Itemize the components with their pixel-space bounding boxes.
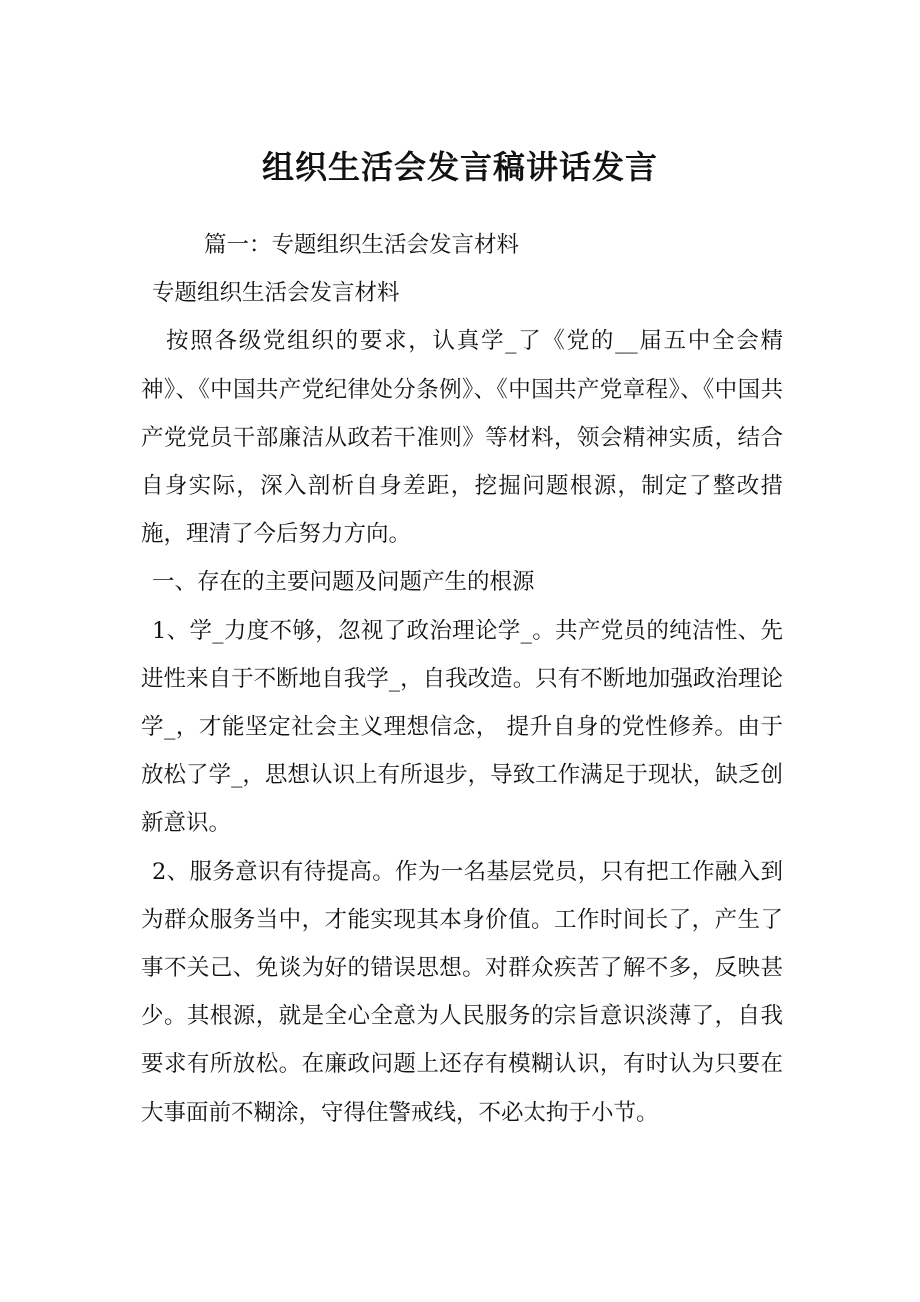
list-item: 2、服务意识有待提高。作为一名基层党员，只有把工作融入到为群众服务当中，才能实现其本身价值。工作时间长了，产生了事不关己、免谈为好的错误思想。对群众疾苦了解不多，反映甚少。其根源，就是全心全意为人民服务的宗旨意识淡薄了，自我要求有所放松。在廉政问题上还存有模糊认识，有时认为只要在大事面前不糊涂，守得住警戒线，不必太拘于小节。: [141, 858, 783, 1126]
list-item: 1、学_力度不够，忽视了政治理论学_。共产党员的纯洁性、先进性来自于不断地自我学_，自我改造。只有不断地加强政治理论学_，才能坚定社会主义理想信念， 提升自身的党性修养。由于放松了学_，思想认识上有所退步，导致工作满足于现状，缺乏创新意识。: [141, 617, 783, 837]
section-heading: 一、存在的主要问题及问题产生的根源: [152, 569, 535, 596]
document-body: [141, 221, 783, 1137]
chapter-heading: 篇一：专题组织生活会发言材料: [204, 232, 520, 258]
subtitle: 专题组织生活会发言材料: [152, 280, 400, 307]
document-title: 组织生活会发言稿讲话发言: [261, 148, 658, 186]
intro-paragraph: 按照各级党组织的要求，认真学_了《党的__届五中全会精神》、《中国共产党纪律处分条例》、《中国共产党章程》、《中国共产党党员干部廉洁从政若干准则》等材料，领会精神实质，结合自身实际，深入剖析自身差距，挖掘问题根源，制定了整改措施，理清了今后努力方向。: [141, 328, 783, 548]
